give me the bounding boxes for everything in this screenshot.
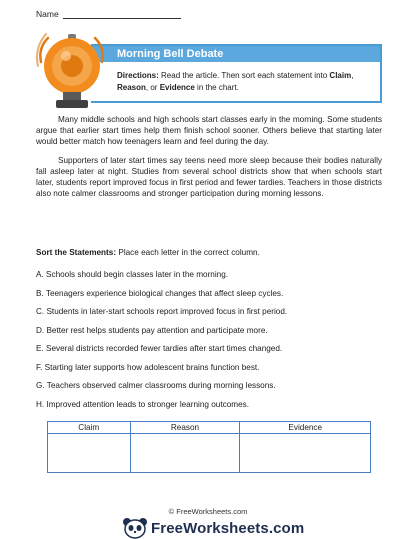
alarm-bell-icon bbox=[36, 30, 108, 110]
sort-title-bold: Sort the Statements: bbox=[36, 248, 117, 257]
reason-column-header: Reason bbox=[130, 422, 240, 434]
claim-term: Claim bbox=[329, 71, 352, 80]
sort-title-text: Place each letter in the correct column. bbox=[116, 248, 260, 257]
article-paragraph: Supporters of later start times say teens need more sleep because their bodies naturally fall asleep later at night. Studies from several school districts show that when schools start later, students report improved focus in first period and fewer tardies. Teachers in those districts also note calmer classrooms and stronger participation during morning lessons. bbox=[36, 155, 382, 199]
article-paragraph: Many middle schools and high schools start classes early in the morning. Some students argue that earlier start times help them finish school sooner. Others believe that starting later would better match how teenagers learn and feel during the day. bbox=[36, 115, 382, 147]
statement-item: D. Better rest helps students pay attention and participate more. bbox=[36, 325, 268, 335]
footer-copyright: © FreeWorksheets.com bbox=[168, 507, 248, 516]
panda-logo-icon bbox=[122, 517, 148, 539]
statement-item: C. Students in later-start schools report improved focus in first period. bbox=[36, 307, 288, 316]
evidence-column-header: Evidence bbox=[240, 422, 371, 434]
directions-label: Directions: bbox=[117, 71, 159, 80]
directions-text-1: Read the article. Then sort each statement into bbox=[158, 71, 330, 80]
worksheet-title: Morning Bell Debate bbox=[91, 46, 380, 62]
statement-item: A. Schools should begin classes later in the morning. bbox=[36, 270, 229, 279]
evidence-answer-cell[interactable] bbox=[240, 434, 371, 473]
directions-comma: , bbox=[351, 71, 354, 80]
reason-term: Reason bbox=[117, 83, 146, 92]
title-box bbox=[91, 44, 382, 103]
statement-item: F. Starting later supports how adolescent brains function best. bbox=[36, 362, 260, 372]
claim-column-header: Claim bbox=[48, 422, 131, 434]
reason-answer-cell[interactable] bbox=[130, 434, 240, 473]
statement-item: E. Several districts recorded fewer tardies after start times changed. bbox=[36, 344, 283, 353]
sort-chart bbox=[47, 421, 371, 473]
name-label: Name bbox=[36, 9, 59, 19]
statement-item: B. Teenagers experience biological changes that affect sleep cycles. bbox=[36, 288, 284, 298]
directions-or: , or bbox=[145, 83, 160, 92]
name-row bbox=[36, 9, 181, 19]
article bbox=[36, 114, 382, 206]
statement-list bbox=[36, 269, 382, 417]
sort-instructions bbox=[36, 248, 260, 257]
statement-item: G. Teachers observed calmer classrooms during morning lessons. bbox=[36, 381, 276, 390]
directions-text-2: in the chart. bbox=[194, 83, 239, 92]
evidence-term: Evidence bbox=[159, 83, 195, 92]
footer-brand: FreeWorksheets.com bbox=[151, 519, 305, 537]
directions bbox=[117, 70, 372, 94]
name-input-line[interactable] bbox=[63, 10, 181, 19]
statement-item: H. Improved attention leads to stronger learning outcomes. bbox=[36, 399, 249, 409]
claim-answer-cell[interactable] bbox=[48, 434, 131, 473]
footer-logo bbox=[122, 517, 304, 539]
